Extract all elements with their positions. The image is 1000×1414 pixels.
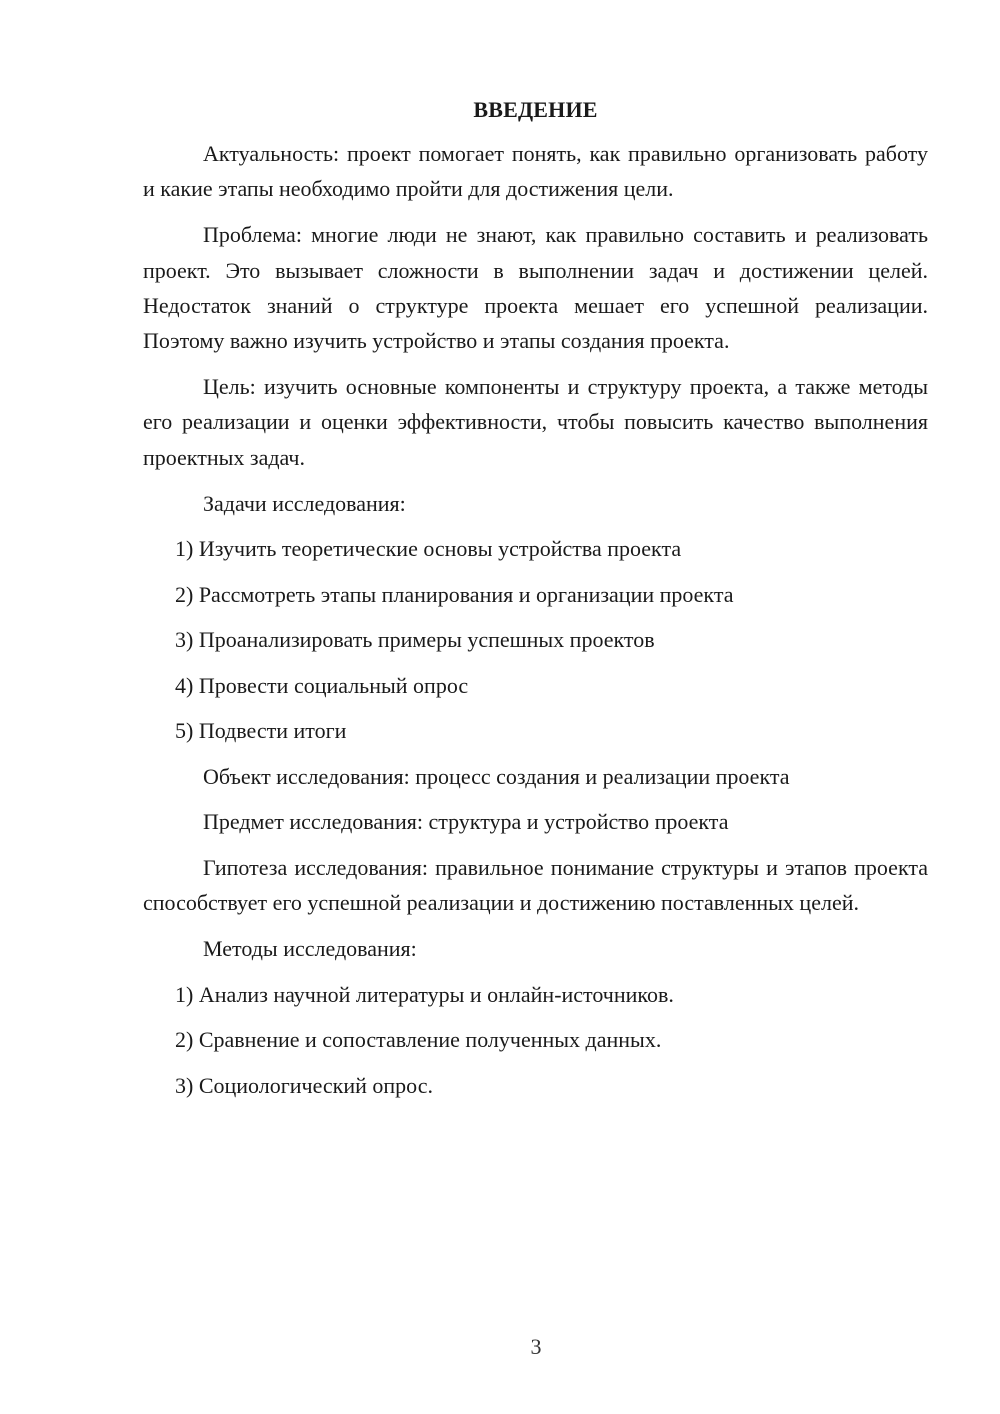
- methods-list: [143, 977, 928, 1103]
- document-page: [143, 92, 928, 1113]
- methods-label: Методы исследования:: [203, 936, 417, 962]
- task-item: 4) Провести социальный опрос: [175, 672, 469, 698]
- task-item: 3) Проанализировать примеры успешных проектов: [175, 627, 655, 653]
- tasks-list: [143, 531, 928, 748]
- tasks-label: Задачи исследования:: [203, 490, 406, 516]
- goal-paragraph: Цель: изучить основные компоненты и структуру проекта, а также методы его реализации и оценки эффективности, чтобы повысить качество выполнения проектных задач.: [143, 374, 928, 470]
- subject-line: Предмет исследования: структура и устройство проекта: [203, 809, 729, 835]
- method-item: 1) Анализ научной литературы и онлайн-источников.: [175, 981, 674, 1007]
- method-item: 3) Социологический опрос.: [175, 1072, 433, 1098]
- page-number: 3: [530, 1334, 542, 1359]
- hypothesis-paragraph: Гипотеза исследования: правильное понимание структуры и этапов проекта способствует его успешной реализации и достижению поставленных целей.: [143, 854, 928, 916]
- object-line: Объект исследования: процесс создания и реализации проекта: [203, 763, 790, 789]
- method-item: 2) Сравнение и сопоставление полученных данных.: [175, 1027, 662, 1053]
- relevance-paragraph: Актуальность: проект помогает понять, как правильно организовать работу и какие этапы необходимо пройти для достижения цели.: [143, 141, 928, 202]
- section-title: ВВЕДЕНИЕ: [473, 97, 598, 122]
- task-item: 2) Рассмотреть этапы планирования и организации проекта: [175, 581, 734, 607]
- task-item: 1) Изучить теоретические основы устройства проекта: [175, 536, 682, 562]
- task-item: 5) Подвести итоги: [175, 718, 347, 744]
- problem-paragraph: Проблема: многие люди не знают, как правильно составить и реализовать проект. Это вызывает сложности в выполнении задач и достижении целей. Недостаток знаний о структуре проекта мешает его успешной реализации. Поэтому важно изучить устройство и этапы создания проекта.: [143, 222, 928, 354]
